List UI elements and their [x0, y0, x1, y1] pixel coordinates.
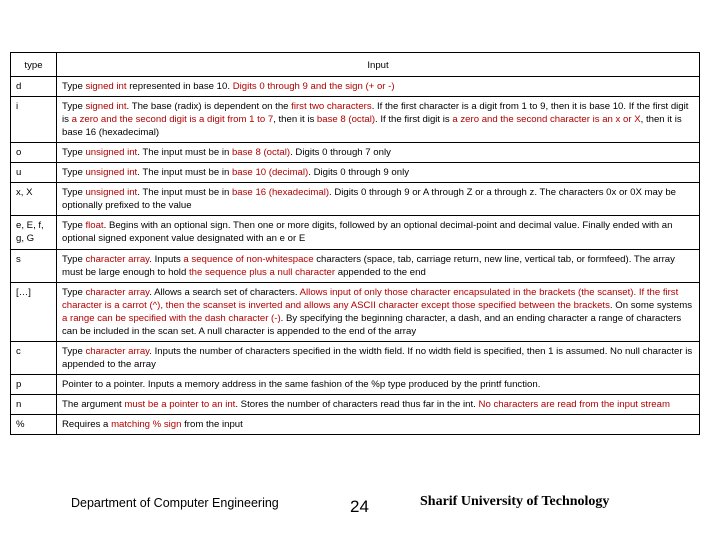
description-text: . Digits 0 through 7 only [290, 147, 391, 159]
description-text: . The input must be in [137, 187, 232, 199]
highlighted-text: signed int [85, 81, 127, 93]
type-cell: i [11, 97, 57, 143]
description-text: represented in base 10. [126, 81, 233, 93]
highlighted-text: Allows input of only those character encapsulated in the brackets (the scanset). If the first character is a carrot (^), then the scanset is inverted and allows any ASCII character except those specified between the brackets [62, 286, 679, 311]
description-text: Type [62, 286, 86, 298]
description-text: Type [62, 187, 86, 199]
description-text: Type [62, 253, 86, 265]
description-text: . The input must be in [137, 147, 232, 159]
description-text: Type [62, 167, 86, 179]
description-text: . Inputs [149, 253, 184, 265]
description-text: . Allows a search set of characters. [149, 286, 300, 298]
input-description-cell [57, 249, 700, 282]
footer-university: Sharif University of Technology [420, 494, 610, 509]
table-row [11, 374, 700, 394]
description-text: , then it is [273, 114, 317, 126]
highlighted-text: a range can be specified with the dash character (-) [62, 312, 281, 324]
description-text: , then it is base 16 (hexadecimal) [62, 114, 682, 139]
table-body [11, 77, 700, 435]
description-text: . On some systems [609, 299, 693, 311]
description-text: Type [62, 101, 86, 113]
highlighted-text: matching % sign [111, 418, 182, 430]
type-cell: % [11, 414, 57, 434]
description-text: . If the first character is a digit from 1 to 9, then it is base 10. If the first digit is [62, 101, 689, 126]
table-row [11, 77, 700, 97]
table-row [11, 183, 700, 216]
input-description-cell [57, 216, 700, 249]
description-text: from the input [181, 418, 243, 430]
description-text: . Digits 0 through 9 only [308, 167, 410, 179]
page-number: 24 [350, 497, 369, 516]
highlighted-text: a zero and the second digit is a digit from 1 to 7 [71, 114, 274, 126]
highlighted-text: must be a pointer to an int [124, 398, 236, 410]
table-row [11, 341, 700, 374]
highlighted-text: base 8 (octal) [231, 147, 291, 159]
highlighted-text: the sequence plus a null character [188, 266, 336, 278]
type-cell: o [11, 143, 57, 163]
highlighted-text: base 10 (decimal) [231, 167, 309, 179]
type-cell: n [11, 394, 57, 414]
highlighted-text: a sequence of non-whitespace [183, 253, 314, 265]
type-cell: u [11, 163, 57, 183]
table-row [11, 249, 700, 282]
type-cell: […] [11, 282, 57, 341]
header-input: Input [57, 53, 700, 77]
highlighted-text: signed int [85, 101, 127, 113]
type-cell: d [11, 77, 57, 97]
description-text: . Digits 0 through 9 or A through Z or a through z. The characters 0x or 0X may be optionally prefixed to the value [62, 187, 677, 212]
description-text: . If the first digit is [375, 114, 453, 126]
highlighted-text: unsigned int [85, 187, 138, 199]
highlighted-text: unsigned int [85, 147, 138, 159]
type-cell: e, E, f, g, G [11, 216, 57, 249]
input-description-cell [57, 97, 700, 143]
input-description-cell [57, 414, 700, 434]
description-text: . The input must be in [137, 167, 232, 179]
highlighted-text: first two characters [291, 101, 372, 113]
input-description-cell [57, 341, 700, 374]
type-cell: p [11, 374, 57, 394]
highlighted-text: base 8 (octal) [316, 114, 376, 126]
highlighted-text: a zero and the second character is an x or X [452, 114, 641, 126]
table-row [11, 394, 700, 414]
description-text: . By specifying the beginning character, a dash, and an ending character a range of characters can be included in the scan set. A null character is appended to the end of the array [62, 312, 682, 337]
input-description-cell [57, 282, 700, 341]
description-text: . Inputs the number of characters specified in the width field. If no width field is specified, then 1 is assumed. No null character is appended to the array [62, 345, 693, 370]
type-cell: c [11, 341, 57, 374]
table-row [11, 282, 700, 341]
type-cell: x, X [11, 183, 57, 216]
input-description-cell [57, 394, 700, 414]
description-text: Type [62, 147, 86, 159]
table-row [11, 414, 700, 434]
input-description-cell [57, 374, 700, 394]
highlighted-text: unsigned int [85, 167, 138, 179]
highlighted-text: base 16 (hexadecimal) [231, 187, 330, 199]
description-text: Requires a [62, 418, 112, 430]
highlighted-text: Digits 0 through 9 and the sign (+ or -) [232, 81, 395, 93]
table-row [11, 216, 700, 249]
description-text: . The base (radix) is dependent on the [126, 101, 292, 113]
description-text: The argument [62, 398, 125, 410]
description-text: Type [62, 345, 86, 357]
table-row [11, 163, 700, 183]
header-type: type [11, 53, 57, 77]
input-description-cell [57, 163, 700, 183]
description-text: . Stores the number of characters read thus far in the int. [235, 398, 479, 410]
description-text: Type [62, 220, 86, 232]
highlighted-text: character array [85, 286, 150, 298]
highlighted-text: float [85, 220, 104, 232]
highlighted-text: character array [85, 253, 150, 265]
input-description-cell [57, 143, 700, 163]
description-text: . Begins with an optional sign. Then one or more digits, followed by an optional decimal-point and decimal value. Finally ended with an optional signed exponent value designated with an e or E [62, 220, 673, 245]
highlighted-text: No characters are read from the input stream [478, 398, 670, 410]
input-description-cell [57, 183, 700, 216]
description-text: Type [62, 81, 86, 93]
type-cell: s [11, 249, 57, 282]
footer-department: Department of Computer Engineering [71, 496, 279, 510]
description-text: characters (space, tab, carriage return, new line, vertical tab, or formfeed). The array must be large enough to hold [62, 253, 675, 278]
table-row [11, 97, 700, 143]
description-text: Pointer to a pointer. Inputs a memory address in the same fashion of the %p type produced by the printf function. [62, 378, 541, 390]
scanf-conversion-table [10, 52, 700, 435]
table-row [11, 143, 700, 163]
input-description-cell [57, 77, 700, 97]
table-header-row [11, 53, 700, 77]
highlighted-text: character array [85, 345, 150, 357]
description-text: appended to the end [335, 266, 426, 278]
